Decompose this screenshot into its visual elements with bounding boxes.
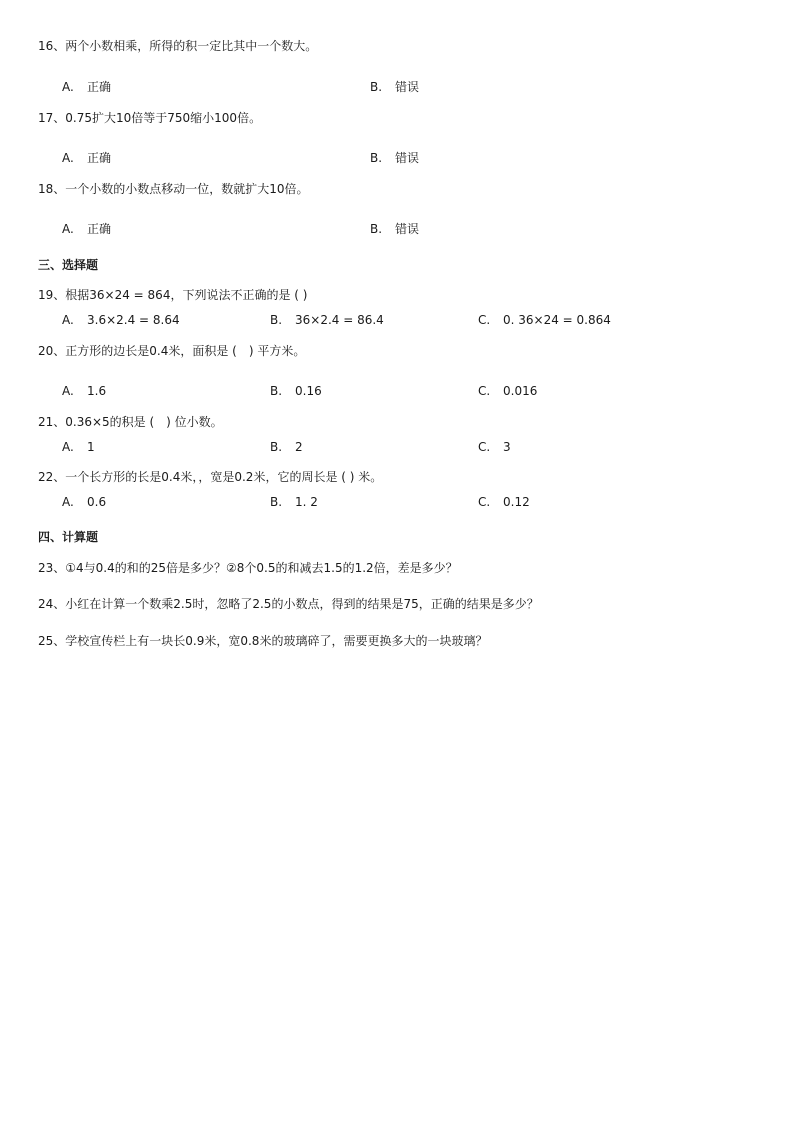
question-21-option-c	[478, 439, 511, 455]
section-title-choice: 三、选择题	[38, 258, 99, 272]
option-letter: C.	[478, 495, 491, 509]
option-letter: B.	[370, 80, 383, 94]
option-text: 0.12	[503, 495, 530, 509]
question-23-text: 23、①4与0.4的和的25倍是多少？②8个0.5的和减去1.5的1.2倍，差是多少？	[38, 561, 458, 575]
question-22-option-c	[478, 494, 530, 510]
option-text: 0.016	[503, 384, 538, 398]
option-text: 1	[87, 440, 95, 454]
question-19-text: 19、根据36×24 = 864，下列说法不正确的是 ( )	[38, 288, 308, 302]
question-25-text: 25、学校宣传栏上有一块长0.9米，宽0.8米的玻璃碎了，需要更换多大的一块玻璃？	[38, 634, 488, 648]
question-18-option-a	[62, 221, 111, 237]
option-text: 0.6	[87, 495, 107, 509]
option-text: 正确	[87, 151, 112, 165]
option-text: 1.6	[87, 384, 107, 398]
question-17-option-a	[62, 150, 111, 166]
question-16-option-a	[62, 79, 111, 95]
question-24-text: 24、小红在计算一个数乘2.5时，忽略了2.5的小数点，得到的结果是75，正确的结果是多少？	[38, 597, 539, 611]
option-letter: C.	[478, 313, 491, 327]
option-letter: A.	[62, 80, 74, 94]
option-letter: A.	[62, 495, 74, 509]
option-text: 正确	[87, 222, 112, 236]
question-17-option-b	[370, 150, 419, 166]
question-22-option-a	[62, 494, 106, 510]
question-16-text: 16、两个小数相乘，所得的积一定比其中一个数大。	[38, 39, 318, 53]
option-letter: B.	[270, 384, 283, 398]
section-title-calc: 四、计算题	[38, 530, 99, 544]
question-20-text: 20、正方形的边长是0.4米，面积是 ( ) 平方米。	[38, 344, 306, 358]
option-letter: A.	[62, 313, 74, 327]
option-letter: B.	[370, 222, 383, 236]
question-21-text: 21、0.36×5的积是 ( ) 位小数。	[38, 415, 223, 429]
option-text: 0.16	[295, 384, 322, 398]
option-letter: B.	[270, 495, 283, 509]
question-16-option-b	[370, 79, 419, 95]
question-19-option-c	[478, 312, 611, 328]
option-text: 36×2.4 = 86.4	[295, 313, 384, 327]
option-letter: B.	[270, 440, 283, 454]
option-letter: A.	[62, 384, 74, 398]
option-letter: A.	[62, 440, 74, 454]
option-text: 2	[295, 440, 303, 454]
question-22-option-b	[270, 494, 318, 510]
option-letter: A.	[62, 222, 74, 236]
question-19-option-a	[62, 312, 180, 328]
question-18-option-b	[370, 221, 419, 237]
question-22-text: 22、一个长方形的长是0.4米，，宽是0.2米，它的周长是 ( ) 米。	[38, 470, 383, 484]
option-text: 错误	[395, 80, 420, 94]
option-text: 3	[503, 440, 511, 454]
question-17-text: 17、0.75扩大10倍等于750缩小100倍。	[38, 111, 262, 125]
option-text: 3.6×2.4 = 8.64	[87, 313, 180, 327]
option-text: 1. 2	[295, 495, 318, 509]
question-21-option-b	[270, 439, 303, 455]
option-letter: C.	[478, 440, 491, 454]
option-letter: B.	[270, 313, 283, 327]
option-text: 错误	[395, 151, 420, 165]
question-19-option-b	[270, 312, 384, 328]
question-20-option-b	[270, 383, 322, 399]
question-18-text: 18、一个小数的小数点移动一位，数就扩大10倍。	[38, 182, 309, 196]
option-text: 0. 36×24 = 0.864	[503, 313, 611, 327]
option-letter: A.	[62, 151, 74, 165]
question-20-option-c	[478, 383, 537, 399]
question-21-option-a	[62, 439, 95, 455]
option-letter: B.	[370, 151, 383, 165]
option-text: 正确	[87, 80, 112, 94]
option-text: 错误	[395, 222, 420, 236]
question-20-option-a	[62, 383, 106, 399]
option-letter: C.	[478, 384, 491, 398]
